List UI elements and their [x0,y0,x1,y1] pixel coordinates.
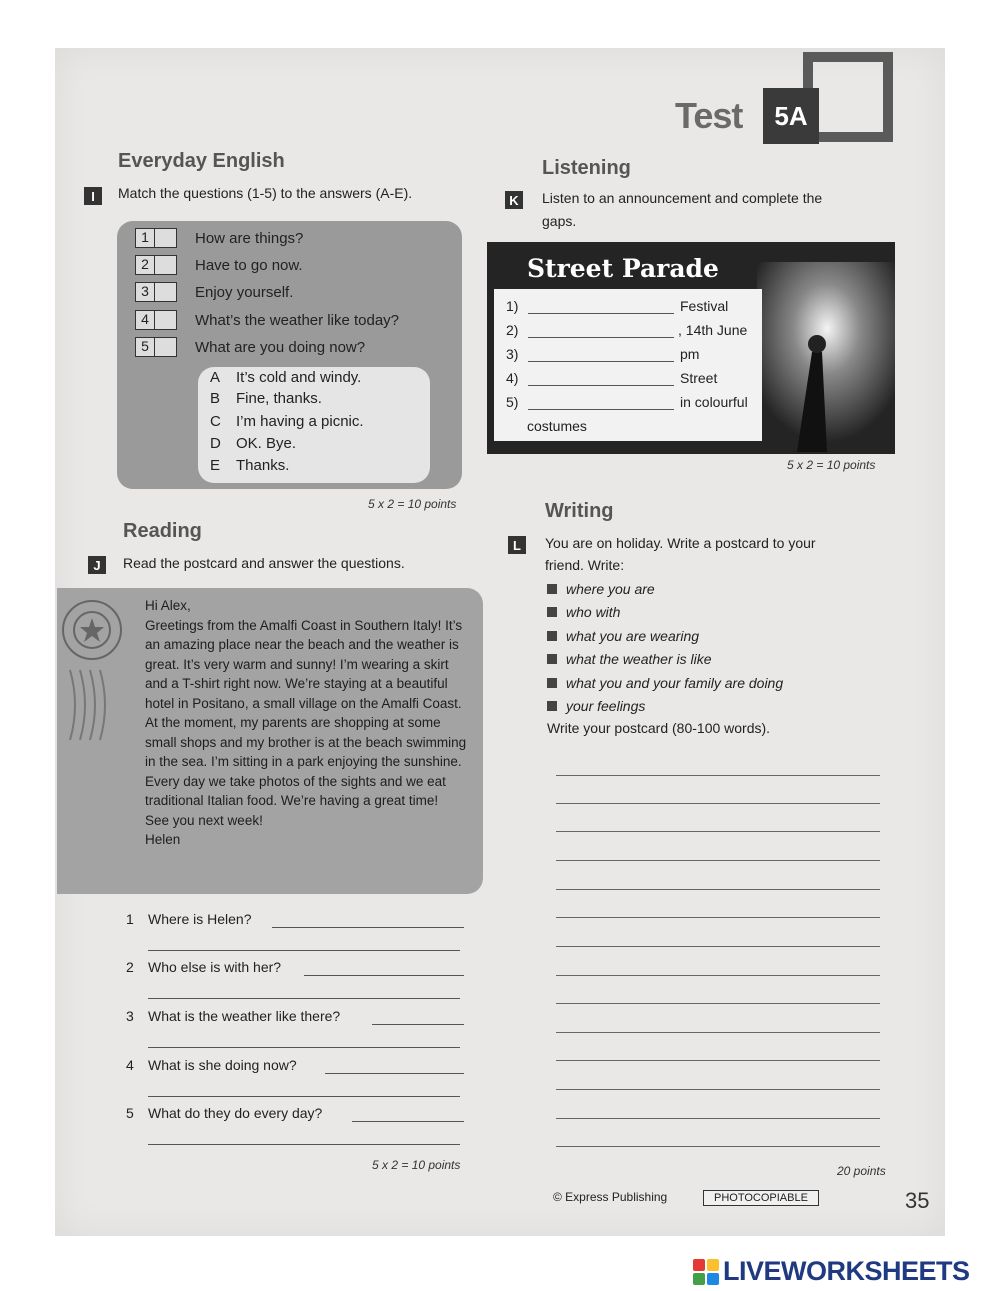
parade-image [757,262,895,452]
writing-bullet: your feelings [547,698,645,714]
gap-text: pm [680,346,700,362]
writing-line[interactable] [556,1089,880,1090]
match-question-5 [135,337,365,357]
answer-option: B Fine, thanks. [210,390,322,407]
writing-line[interactable] [556,1060,880,1061]
question-text: Have to go now. [195,256,303,274]
question-number: 3 [136,283,155,301]
page-number: 35 [905,1188,930,1213]
writing-instruction-2: friend. Write: [545,557,625,573]
writing-heading: Writing [545,500,614,522]
reading-question-1: 1 Where is Helen? [126,911,252,927]
gap-text: Street [680,370,718,386]
everyday-points: 5 x 2 = 10 points [368,497,457,511]
answer-line[interactable] [148,1047,460,1048]
reading-question-2: 2 Who else is with her? [126,959,282,975]
answer-option: E Thanks. [210,457,290,474]
postmark-waves-icon [65,665,125,745]
badge-label: 5A [763,88,819,144]
gap-line[interactable] [528,361,674,362]
writing-instruction-1: You are on holiday. Write a postcard to your [545,535,816,551]
writing-final-instruction: Write your postcard (80-100 words). [547,720,771,736]
section-l-marker: L [508,536,526,554]
listening-instruction-1: Listen to an announcement and complete the [542,190,823,206]
writing-bullet: what the weather is like [547,651,712,667]
gap-row-4: 4) [506,370,519,386]
gap-row-5: 5) [506,394,519,410]
stamp-icon [62,600,122,660]
gap-row-3: 3) [506,346,519,362]
answer-line[interactable] [325,1073,464,1074]
writing-bullet: who with [547,604,620,620]
writing-line[interactable] [556,831,880,832]
listening-points: 5 x 2 = 10 points [787,458,876,472]
test-title: Test [675,95,743,136]
photocopiable-label: PHOTOCOPIABLE [703,1190,819,1206]
writing-line[interactable] [556,1146,880,1147]
answer-line[interactable] [272,927,464,928]
question-number: 4 [136,311,155,329]
listening-heading: Listening [542,157,631,179]
match-question-4 [135,310,399,330]
writing-line[interactable] [556,803,880,804]
publisher-credit: © Express Publishing [553,1190,668,1204]
question-number: 1 [136,229,155,247]
liveworksheets-logo[interactable] [693,1256,970,1287]
writing-points: 20 points [837,1164,886,1178]
writing-line[interactable] [556,1118,880,1119]
answer-option: D OK. Bye. [210,435,297,452]
match-question-2 [135,255,303,275]
test-badge [763,78,883,136]
question-number: 5 [136,338,155,356]
listening-instruction-2: gaps. [542,213,577,229]
writing-line[interactable] [556,975,880,976]
reading-points: 5 x 2 = 10 points [372,1158,461,1172]
answer-option: A It’s cold and windy. [210,369,362,386]
reading-question-5: 5 What do they do every day? [126,1105,323,1121]
writing-line[interactable] [556,889,880,890]
everyday-heading: Everyday English [118,150,285,172]
reading-heading: Reading [123,520,202,542]
reading-instruction: Read the postcard and answer the questions. [123,555,405,571]
answer-line[interactable] [352,1121,464,1122]
answer-option: C I’m having a picnic. [210,413,364,430]
answer-line[interactable] [148,1096,460,1097]
answer-line[interactable] [148,950,460,951]
writing-bullet: where you are [547,581,655,597]
writing-line[interactable] [556,946,880,947]
writing-bullet: what you are wearing [547,628,699,644]
liveworksheets-icon [693,1259,719,1285]
section-i-marker: I [84,187,102,205]
gap-text: in colourful [680,394,748,410]
answer-line[interactable] [304,975,464,976]
question-text: Enjoy yourself. [195,283,294,301]
poster-title: Street Parade [527,254,719,283]
writing-line[interactable] [556,1032,880,1033]
answer-line[interactable] [148,998,460,999]
gap-row-2: 2) [506,322,519,338]
gap-line[interactable] [528,385,674,386]
postcard-text: Hi Alex, Greetings from the Amalfi Coast in Southern Italy! It’s an amazing place near the beach and the weather is great. It’s very warm and sunny! I’m wearing a skirt and a T-shirt right now. We’re staying at a beautiful hotel in Positano, a small village on the Amalfi Coast. At the moment, my parents are shopping at some small shops and my brother is at the beach swimming in the sea. I’m sitting in a park enjoying the sunshine. Every day we take photos of the sights and we eat traditional Italian food. We’re having a great time! See you next week! Helen [145,598,467,847]
answer-line[interactable] [372,1024,464,1025]
match-question-3 [135,282,293,302]
writing-line[interactable] [556,1003,880,1004]
writing-line[interactable] [556,917,880,918]
gap-line[interactable] [528,337,674,338]
gap-line[interactable] [528,313,674,314]
writing-line[interactable] [556,775,880,776]
gap-text: , 14th June [678,322,748,338]
reading-question-3: 3 What is the weather like there? [126,1008,341,1024]
section-k-marker: K [505,191,523,209]
writing-bullet: what you and your family are doing [547,675,783,691]
gap-row-1: 1) [506,298,519,314]
gap-line[interactable] [528,409,674,410]
everyday-instruction: Match the questions (1-5) to the answers (A-E). [118,185,413,201]
question-text: How are things? [195,229,304,247]
brand-name: LIVEWORKSHEETS [723,1256,970,1286]
match-question-1 [135,228,303,248]
question-number: 2 [136,256,155,274]
question-text: What’s the weather like today? [195,311,400,329]
gap-text: Festival [680,298,729,314]
writing-line[interactable] [556,860,880,861]
section-j-marker: J [88,556,106,574]
answer-line[interactable] [148,1144,460,1145]
question-text: What are you doing now? [195,338,366,356]
gap-tail: costumes [527,418,587,434]
reading-question-4: 4 What is she doing now? [126,1057,297,1073]
